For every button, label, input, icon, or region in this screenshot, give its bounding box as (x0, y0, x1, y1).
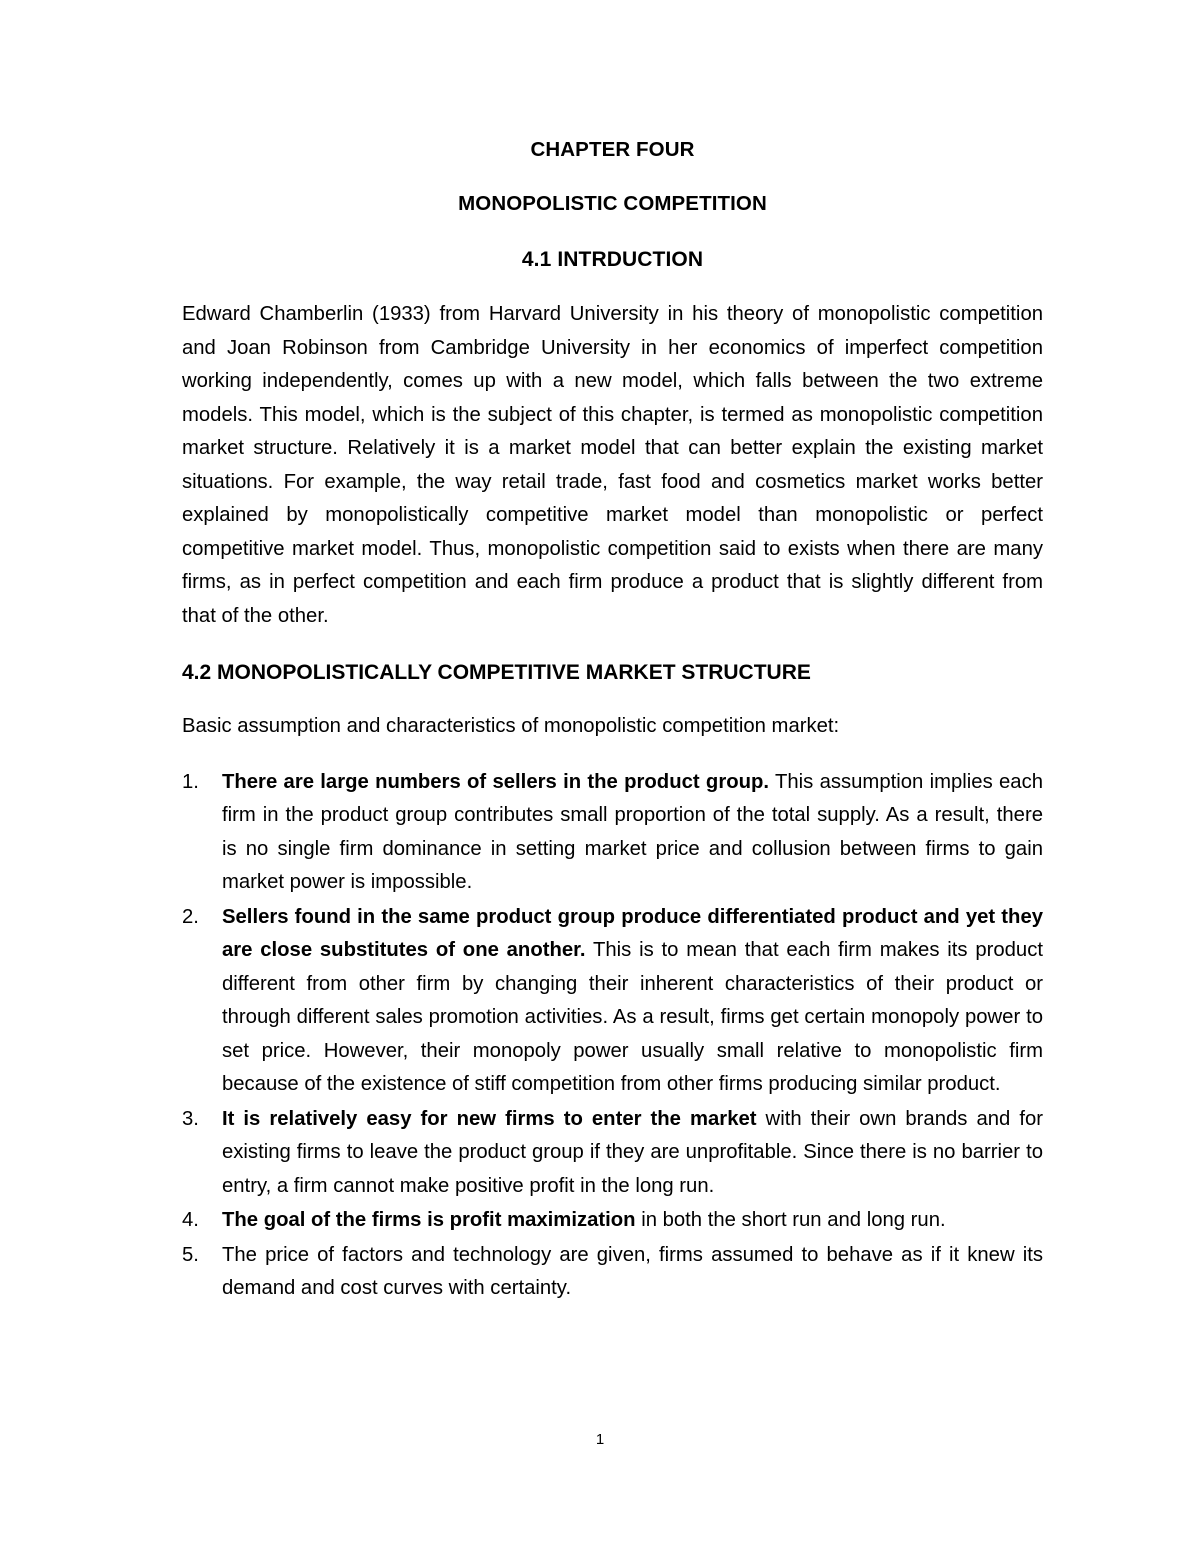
assumptions-list (182, 766, 1043, 1306)
section-4-2-heading: 4.2 MONOPOLISTICALLY COMPETITIVE MARKET STRUCTURE (182, 661, 811, 684)
section-4-2-lead-text: Basic assumption and characteristics of monopolistic competition market: (182, 715, 840, 738)
list-item-text: with their own brands and for existing firms to leave the product group if they are unprofitable. Since there is no barrier to entry, a firm cannot make positive profit in the long run. (222, 1107, 1043, 1197)
list-item-text: in both the short run and long run. (635, 1209, 946, 1232)
list-item (182, 1239, 1043, 1306)
list-item-bold-lead: The goal of the firms is profit maximization (222, 1209, 636, 1232)
list-item-bold-lead: Sellers found in the same product group produce differentiated product and yet they are close substitutes of one another. (222, 905, 1043, 962)
section-4-1-heading: 4.1 INTRDUCTION (521, 248, 704, 271)
list-item-text: This is to mean that each firm makes its product different from other firm by changing their inherent characteristics of their product or through different sales promotion activities. As a result, firms get certain monopoly power to set price. However, their monopoly power usually small relative to monopolistic firm because of the existence of stiff competition from other firms producing similar product. (222, 939, 1043, 1096)
list-item (182, 766, 1043, 900)
list-item (182, 1204, 1043, 1238)
chapter-title: MONOPOLISTIC COMPETITION (458, 191, 767, 215)
list-item-text: The price of factors and technology are given, firms assumed to behave as if it knew its demand and cost curves with certainty. (222, 1243, 1043, 1300)
list-item-text: This assumption implies each firm in the product group contributes small proportion of the total supply. As a result, there is no single firm dominance in setting market price and collusion between firms to gain market power is impossible. (222, 770, 1043, 894)
page-content (182, 140, 1043, 1307)
list-item-bold-lead: There are large numbers of sellers in the product group. (222, 770, 770, 793)
list-item-bold-lead: It is relatively easy for new firms to enter the market (222, 1107, 757, 1130)
intro-paragraph: Edward Chamberlin (1933) from Harvard University in his theory of monopolistic competition and Joan Robinson from Cambridge University in her economics of imperfect competition working independently, comes up with a new model, which falls between the two extreme models. This model, which is the subject of this chapter, is termed as monopolistic competition market structure. Relatively it is a market model that can better explain the existing market situations. For example, the way retail trade, fast food and cosmetics market works better explained by monopolistically competitive market model than monopolistic or perfect competitive market model. Thus, monopolistic competition said to exists when there are many firms, as in perfect competition and each firm produce a product that is slightly different from that of the other. (182, 303, 1043, 627)
list-item (182, 901, 1043, 1102)
list-item (182, 1103, 1043, 1204)
chapter-heading: CHAPTER FOUR (530, 138, 695, 161)
page-number: 1 (595, 1431, 605, 1448)
